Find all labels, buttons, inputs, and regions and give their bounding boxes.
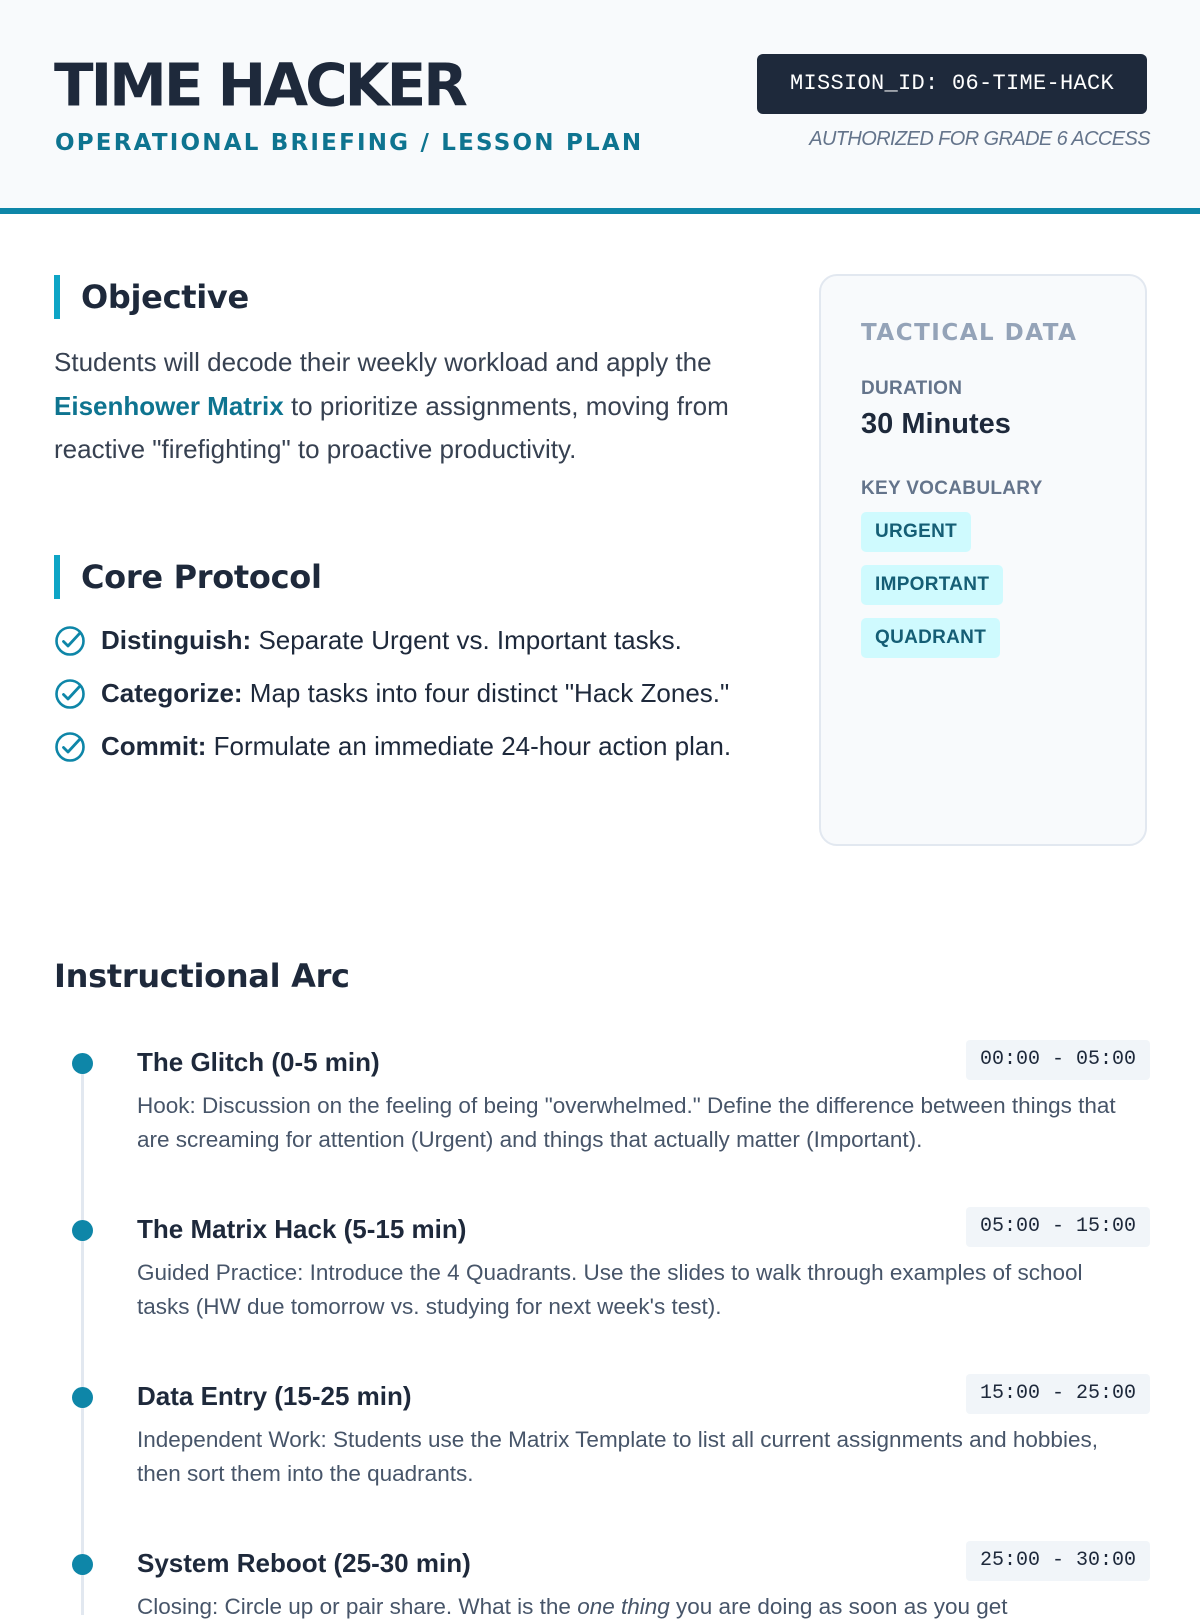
protocol-item-text: Formulate an immediate 24-hour action plan.	[206, 731, 732, 761]
mission-id-badge: MISSION_ID: 06-TIME-HACK	[757, 54, 1147, 114]
tactical-data-title: TACTICAL DATA	[861, 320, 1078, 346]
duration-value: 30 Minutes	[861, 408, 1011, 440]
protocol-item-text: Separate Urgent vs. Important tasks.	[251, 625, 682, 655]
step-time-range: 25:00 - 30:00	[966, 1541, 1150, 1581]
timeline-dot	[72, 1220, 93, 1241]
protocol-item-label: Categorize:	[101, 678, 243, 708]
page-title: TIME HACKER	[54, 50, 465, 120]
vocab-tag-urgent: URGENT	[861, 512, 971, 552]
step-title: The Glitch (0-5 min)	[137, 1047, 380, 1077]
step-description: Hook: Discussion on the feeling of being "overwhelmed." Define the difference between things that are screaming for attention (Urgent) and things that actually matter (Important).	[137, 1093, 1116, 1152]
step-description: Independent Work: Students use the Matrix Template to list all current assignments and hobbies, then sort them into the quadrants.	[137, 1427, 1098, 1486]
timeline-dot	[72, 1387, 93, 1408]
tactical-data-card	[819, 274, 1147, 846]
protocol-item-label: Commit:	[101, 731, 207, 761]
protocol-item-text: Map tasks into four distinct "Hack Zones."	[242, 678, 730, 708]
step-title: The Matrix Hack (5-15 min)	[137, 1214, 467, 1244]
vocab-tag-important: IMPORTANT	[861, 565, 1003, 605]
objective-text-end: to prioritize assignments, moving from reactive "firefighting" to proactive productivity.	[54, 390, 729, 464]
step-description-emphasis: one thing	[577, 1594, 670, 1619]
page-subtitle: OPERATIONAL BRIEFING / LESSON PLAN	[55, 130, 644, 156]
timeline-line	[81, 1055, 84, 1615]
protocol-list	[54, 620, 754, 779]
vocab-tag-quadrant: QUADRANT	[861, 618, 1000, 658]
protocol-item	[54, 673, 754, 713]
step-time-range: 15:00 - 25:00	[966, 1374, 1150, 1414]
vocabulary-label: KEY VOCABULARY	[861, 478, 1043, 499]
timeline-dot	[72, 1554, 93, 1575]
timeline-dot	[72, 1053, 93, 1074]
step-time-range: 05:00 - 15:00	[966, 1207, 1150, 1247]
objective-text	[54, 341, 754, 472]
step-time-range: 00:00 - 05:00	[966, 1040, 1150, 1080]
step-title: System Reboot (25-30 min)	[137, 1548, 471, 1578]
duration-label: DURATION	[861, 378, 963, 399]
protocol-item	[54, 726, 754, 766]
step-description	[137, 1590, 1137, 1624]
protocol-item-label: Distinguish:	[101, 625, 252, 655]
step-description-end: you are doing as soon as you get	[669, 1594, 1008, 1619]
step-description: Guided Practice: Introduce the 4 Quadrants. Use the slides to walk through examples of school tasks (HW due tomorrow vs. studying for next week's test).	[137, 1260, 1083, 1319]
instructional-arc-heading: Instructional Arc	[54, 957, 350, 995]
header	[0, 0, 1200, 214]
check-circle-icon	[54, 731, 86, 763]
core-protocol-heading: Core Protocol	[54, 555, 322, 599]
vocabulary-list	[861, 512, 1003, 671]
objective-heading: Objective	[54, 275, 249, 319]
objective-text-start: Students will decode their weekly workload and apply the	[54, 347, 712, 377]
eisenhower-matrix-term: Eisenhower Matrix	[54, 390, 284, 421]
authorization-note: AUTHORIZED FOR GRADE 6 ACCESS	[809, 128, 1150, 150]
step-description-start: Closing: Circle up or pair share. What is the	[137, 1594, 578, 1619]
step-title: Data Entry (15-25 min)	[137, 1381, 412, 1411]
check-circle-icon	[54, 678, 86, 710]
check-circle-icon	[54, 625, 86, 657]
protocol-item	[54, 620, 754, 660]
